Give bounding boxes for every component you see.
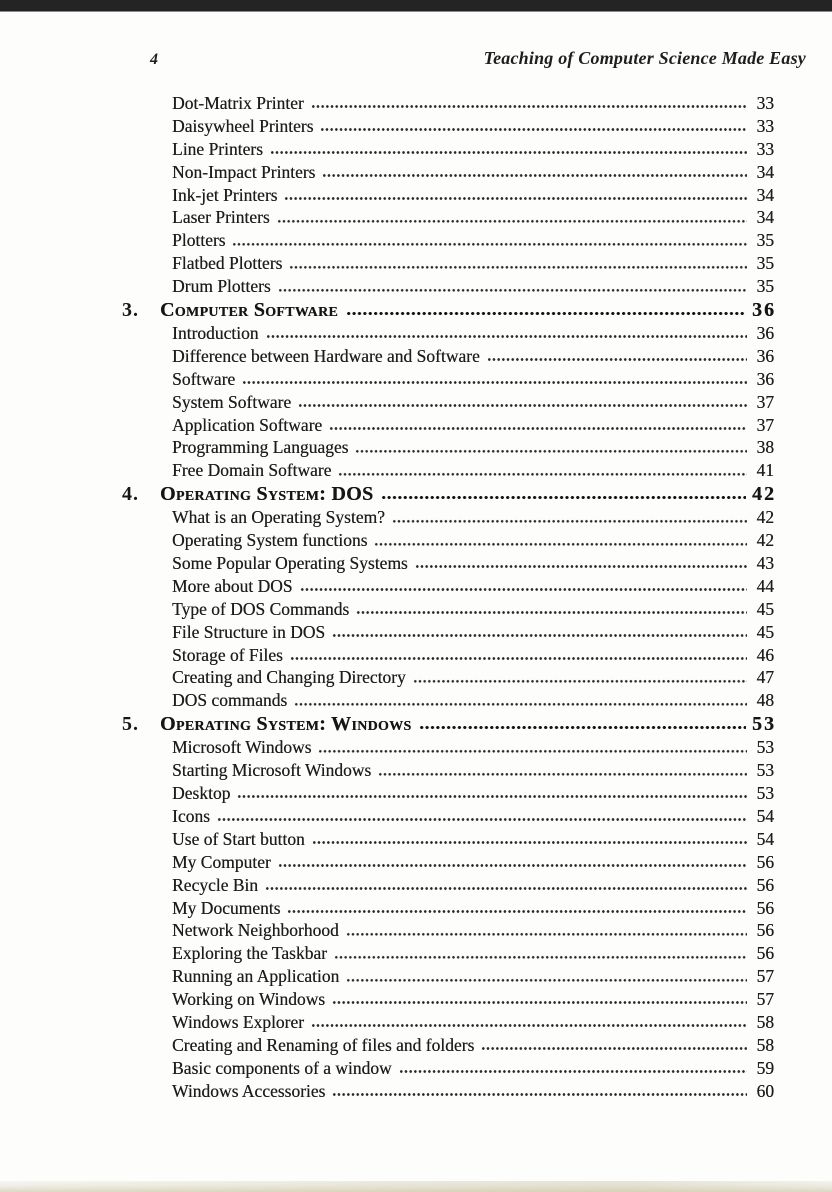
entry-page-number: 36 xyxy=(756,368,774,389)
entry-page-number: 35 xyxy=(756,253,774,274)
entry-title: Difference between Hardware and Software xyxy=(172,345,480,366)
entry-page-number: 46 xyxy=(756,644,774,665)
dot-leader xyxy=(332,633,747,638)
toc-entry-row xyxy=(122,116,774,139)
entry-page-number: 53 xyxy=(756,760,774,781)
dot-leader xyxy=(311,104,747,109)
toc-entry-row xyxy=(122,645,774,668)
dot-leader xyxy=(270,150,747,155)
entry-page-number: 36 xyxy=(752,299,776,322)
toc-entry-row xyxy=(122,93,774,116)
dot-leader xyxy=(242,380,747,385)
dot-leader xyxy=(413,679,747,684)
toc-entry-row xyxy=(122,276,774,299)
toc-entry-row xyxy=(122,460,774,483)
dot-leader xyxy=(318,749,747,754)
dot-leader xyxy=(266,334,747,339)
entry-title: DOS commands xyxy=(172,690,288,711)
entry-title: Type of DOS Commands xyxy=(172,598,350,619)
entry-page-number: 58 xyxy=(756,1034,774,1055)
dot-leader xyxy=(320,127,747,132)
dot-leader xyxy=(332,1092,747,1097)
entry-page-number: 45 xyxy=(756,598,774,619)
toc-entry-row xyxy=(122,323,774,346)
dot-leader xyxy=(481,1046,747,1051)
entry-title: Some Popular Operating Systems xyxy=(172,553,408,574)
dot-leader xyxy=(329,426,747,431)
entry-page-number: 34 xyxy=(756,207,774,228)
entry-title: Ink-jet Printers xyxy=(172,184,278,205)
dot-leader xyxy=(346,311,746,316)
table-of-contents xyxy=(122,93,774,1104)
entry-title: Plotters xyxy=(172,230,226,251)
entry-page-number: 56 xyxy=(756,920,774,941)
entry-title: Network Neighborhood xyxy=(172,920,339,941)
toc-entry-row xyxy=(122,898,774,921)
entry-page-number: 33 xyxy=(756,115,774,136)
dot-leader xyxy=(217,817,747,822)
entry-page-number: 56 xyxy=(756,943,774,964)
running-header-title: Teaching of Computer Science Made Easy xyxy=(483,48,806,68)
toc-entry-row xyxy=(122,966,774,989)
dot-leader xyxy=(298,403,747,408)
entry-page-number: 53 xyxy=(756,737,774,758)
toc-entry-row xyxy=(122,392,774,415)
entry-title: Introduction xyxy=(172,323,259,344)
toc-entry-row xyxy=(122,230,774,253)
toc-section-row xyxy=(122,299,774,323)
dot-leader xyxy=(487,357,747,362)
toc-entry-row xyxy=(122,185,774,208)
entry-title: Application Software xyxy=(172,414,323,435)
toc-section-row xyxy=(122,713,774,737)
entry-title: Dot-Matrix Printer xyxy=(172,93,304,113)
dot-leader xyxy=(322,173,747,178)
entry-title: Starting Microsoft Windows xyxy=(172,760,372,781)
entry-page-number: 56 xyxy=(756,851,774,872)
entry-page-number: 33 xyxy=(756,93,774,113)
entry-page-number: 34 xyxy=(756,161,774,182)
toc-entry-row xyxy=(122,622,774,645)
entry-page-number: 34 xyxy=(756,184,774,205)
toc-entry-row xyxy=(122,690,774,713)
entry-page-number: 48 xyxy=(756,690,774,711)
dot-leader xyxy=(334,955,747,960)
dot-leader xyxy=(332,1000,747,1005)
entry-title: Non-Impact Printers xyxy=(172,161,316,182)
toc-entry-row xyxy=(122,989,774,1012)
dot-leader xyxy=(284,196,747,201)
toc-entry-row xyxy=(122,1081,774,1104)
entry-title: Drum Plotters xyxy=(172,276,271,297)
entry-title: Daisywheel Printers xyxy=(172,115,314,136)
dot-leader xyxy=(381,495,746,500)
entry-page-number: 35 xyxy=(756,276,774,297)
toc-entry-row xyxy=(122,346,774,369)
scan-bottom-edge xyxy=(0,1181,832,1192)
toc-entry-row xyxy=(122,829,774,852)
toc-entry-row xyxy=(122,852,774,875)
toc-entry-row xyxy=(122,943,774,966)
dot-leader xyxy=(287,909,747,914)
dot-leader xyxy=(232,242,747,247)
entry-page-number: 54 xyxy=(756,805,774,826)
dot-leader xyxy=(311,1023,747,1028)
dot-leader xyxy=(300,587,747,592)
entry-title: Windows Explorer xyxy=(172,1011,304,1032)
toc-entry-row xyxy=(122,507,774,530)
entry-page-number: 44 xyxy=(756,575,774,596)
section-number: 5. xyxy=(122,713,139,736)
dot-leader xyxy=(392,519,747,524)
entry-title: Computer Software xyxy=(160,299,339,322)
entry-page-number: 42 xyxy=(756,530,774,551)
entry-page-number: 56 xyxy=(756,897,774,918)
entry-title: Operating System: DOS xyxy=(160,483,374,506)
entry-title: Running an Application xyxy=(172,966,340,987)
toc-entry-row xyxy=(122,875,774,898)
entry-page-number: 42 xyxy=(756,507,774,528)
entry-title: Creating and Changing Directory xyxy=(172,667,406,688)
entry-title: Basic components of a window xyxy=(172,1057,392,1078)
entry-title: File Structure in DOS xyxy=(172,621,326,642)
entry-title: Storage of Files xyxy=(172,644,283,665)
entry-page-number: 36 xyxy=(756,323,774,344)
toc-entry-row xyxy=(122,553,774,576)
entry-title: What is an Operating System? xyxy=(172,507,385,528)
entry-title: Programming Languages xyxy=(172,437,349,458)
toc-entry-row xyxy=(122,576,774,599)
entry-title: Operating System functions xyxy=(172,530,368,551)
dot-leader xyxy=(355,449,747,454)
entry-title: Laser Printers xyxy=(172,207,270,228)
dot-leader xyxy=(289,265,747,270)
entry-title: More about DOS xyxy=(172,575,293,596)
toc-entry-row xyxy=(122,1035,774,1058)
running-header xyxy=(150,48,806,69)
toc-entry-row xyxy=(122,139,774,162)
dot-leader xyxy=(290,656,747,661)
toc-entry-row xyxy=(122,760,774,783)
entry-title: Line Printers xyxy=(172,138,263,159)
entry-title: Microsoft Windows xyxy=(172,737,312,758)
toc-entry-row xyxy=(122,207,774,230)
entry-title: Working on Windows xyxy=(172,989,326,1010)
entry-title: Exploring the Taskbar xyxy=(172,943,327,964)
entry-page-number: 37 xyxy=(756,414,774,435)
entry-page-number: 58 xyxy=(756,1011,774,1032)
entry-page-number: 45 xyxy=(756,621,774,642)
toc-entry-row xyxy=(122,1058,774,1081)
toc-entry-row xyxy=(122,806,774,829)
dot-leader xyxy=(278,863,747,868)
dot-leader xyxy=(277,219,747,224)
entry-page-number: 59 xyxy=(756,1057,774,1078)
dot-leader xyxy=(265,886,747,891)
section-number: 3. xyxy=(122,299,139,322)
entry-page-number: 47 xyxy=(756,667,774,688)
dot-leader xyxy=(312,840,747,845)
toc-entry-row xyxy=(122,1012,774,1035)
entry-page-number: 57 xyxy=(756,966,774,987)
toc-entry-row xyxy=(122,253,774,276)
toc-entry-row xyxy=(122,437,774,460)
entry-title: Operating System: Windows xyxy=(160,713,412,736)
entry-page-number: 60 xyxy=(756,1080,774,1101)
dot-leader xyxy=(415,564,747,569)
dot-leader xyxy=(419,725,746,730)
entry-title: Icons xyxy=(172,805,210,826)
toc-entry-row xyxy=(122,667,774,690)
dot-leader xyxy=(237,794,747,799)
entry-title: Windows Accessories xyxy=(172,1080,326,1101)
entry-title: Use of Start button xyxy=(172,828,305,849)
entry-page-number: 53 xyxy=(752,713,776,736)
entry-title: My Computer xyxy=(172,851,271,872)
toc-section-row xyxy=(122,483,774,507)
entry-title: System Software xyxy=(172,391,292,412)
entry-page-number: 43 xyxy=(756,553,774,574)
entry-title: Software xyxy=(172,368,236,389)
dot-leader xyxy=(356,610,747,615)
dot-leader xyxy=(399,1069,747,1074)
entry-page-number: 36 xyxy=(756,345,774,366)
toc-entry-row xyxy=(122,783,774,806)
entry-title: Desktop xyxy=(172,783,231,804)
entry-page-number: 35 xyxy=(756,230,774,251)
toc-entry-row xyxy=(122,530,774,553)
entry-page-number: 38 xyxy=(756,437,774,458)
entry-page-number: 41 xyxy=(756,460,774,481)
entry-title: Free Domain Software xyxy=(172,460,332,481)
toc-entry-row xyxy=(122,599,774,622)
dot-leader xyxy=(278,288,747,293)
entry-page-number: 37 xyxy=(756,391,774,412)
entry-title: Flatbed Plotters xyxy=(172,253,283,274)
toc-entry-row xyxy=(122,162,774,185)
dot-leader xyxy=(378,772,747,777)
toc-entry-row xyxy=(122,737,774,760)
dot-leader xyxy=(374,542,747,547)
scan-top-edge xyxy=(0,0,832,12)
entry-page-number: 33 xyxy=(756,138,774,159)
toc-entry-row xyxy=(122,920,774,943)
dot-leader xyxy=(294,702,747,707)
entry-page-number: 56 xyxy=(756,874,774,895)
entry-page-number: 53 xyxy=(756,783,774,804)
dot-leader xyxy=(338,472,747,477)
entry-title: My Documents xyxy=(172,897,281,918)
entry-title: Recycle Bin xyxy=(172,874,259,895)
toc-entry-row xyxy=(122,369,774,392)
section-number: 4. xyxy=(122,483,139,506)
entry-page-number: 57 xyxy=(756,989,774,1010)
dot-leader xyxy=(346,978,747,983)
entry-title: Creating and Renaming of files and folders xyxy=(172,1034,475,1055)
entry-page-number: 54 xyxy=(756,828,774,849)
toc-entry-row xyxy=(122,415,774,438)
entry-page-number: 42 xyxy=(752,483,776,506)
page-number: 4 xyxy=(150,51,159,68)
dot-leader xyxy=(346,932,747,937)
